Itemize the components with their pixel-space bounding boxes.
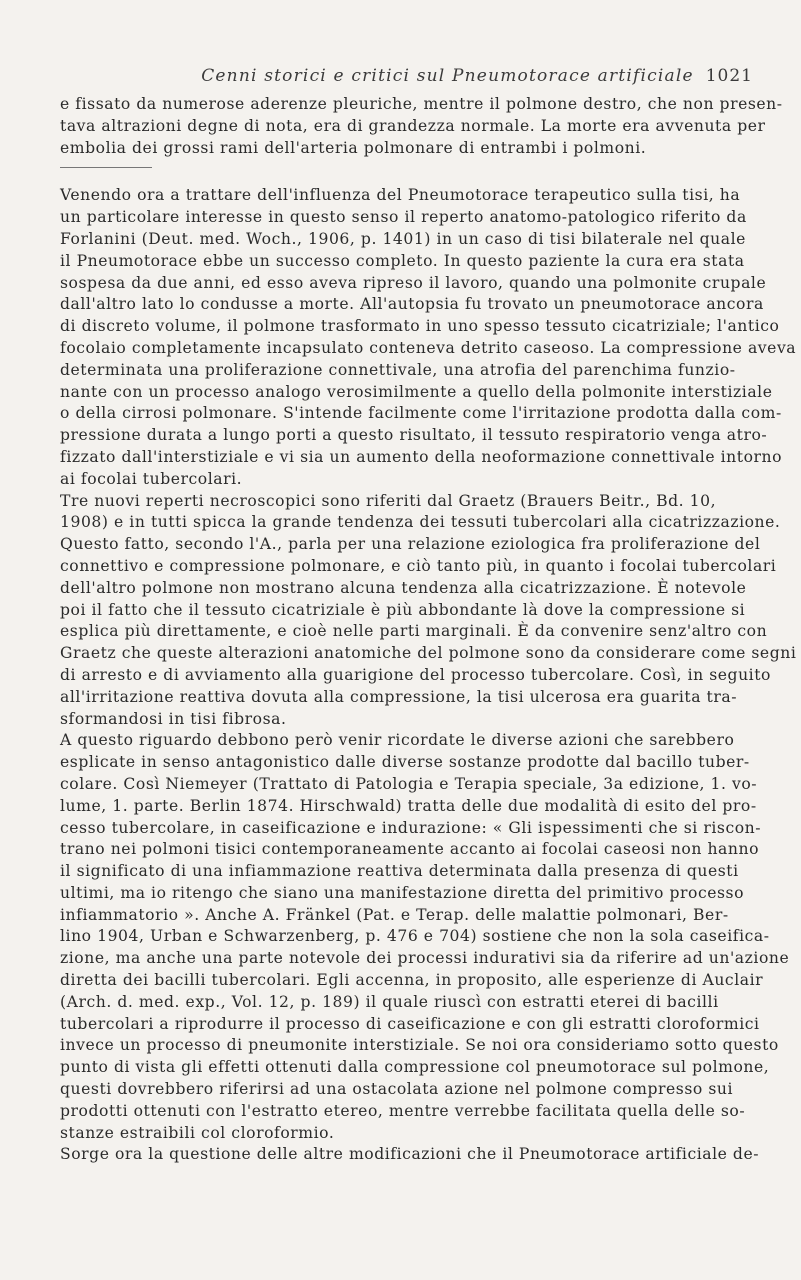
text-line: esplicate in senso antagonistico dalle diverse sostanze prodotte dal bacillo tuber- — [60, 753, 750, 772]
text-line: all'irritazione reattiva dovuta alla compressione, la tisi ulcerosa era guarita tra- — [60, 687, 738, 706]
page-number: 1021 — [705, 66, 753, 86]
text-line: lume, 1. parte. Berlin 1874. Hirschwald) tratta delle due modalità di esito del pro- — [60, 796, 757, 815]
text-line: Graetz che queste alterazioni anatomiche del polmone sono da considerare come segni — [60, 644, 797, 663]
section-divider — [60, 167, 152, 168]
text-line: pressione durata a lungo porti a questo risultato, il tessuto respiratorio venga atro- — [60, 426, 768, 445]
text-line: tava altrazioni degne di nota, era di grandezza normale. La morte era avvenuta per — [60, 116, 766, 135]
text-line: determinata una proliferazione connettivale, una atrofia del parenchima funzio- — [60, 360, 736, 379]
text-line: Questo fatto, secondo l'A., parla per una relazione eziologica fra proliferazione del — [60, 535, 761, 554]
text-line: lino 1904, Urban e Schwarzenberg, p. 476 e 704) sostiene che non la sola caseifica- — [60, 927, 770, 946]
text-line: di arresto e di avviamento alla guarigione del processo tubercolare. Così, in seguito — [60, 665, 771, 684]
text-line: il Pneumotorace ebbe un successo completo. In questo paziente la cura era stata — [60, 251, 745, 270]
text-line: embolia dei grossi rami dell'arteria polmonare di entrambi i polmoni. — [60, 138, 647, 157]
running-header — [60, 66, 753, 86]
text-line: dell'altro polmone non mostrano alcuna tendenza alla cicatrizzazione. È notevole — [60, 578, 747, 597]
text-line: un particolare interesse in questo senso il reperto anatomo-patologico riferito da — [60, 208, 747, 227]
running-title: Cenni storici e critici sul Pneumotorace artificiale — [201, 66, 694, 86]
text-line: colare. Così Niemeyer (Trattato di Patologia e Terapia speciale, 3a edizione, 1. vo- — [60, 774, 758, 793]
text-line: infiammatorio ». Anche A. Fränkel (Pat. e Terap. delle malattie polmonari, Ber- — [60, 905, 729, 924]
text-line: nante con un processo analogo verosimilmente a quello della polmonite interstiziale — [60, 382, 773, 401]
text-line: e fissato da numerose aderenze pleuriche, mentre il polmone destro, che non presen- — [60, 95, 783, 113]
text-line: Forlanini (Deut. med. Woch., 1906, p. 1401) in un caso di tisi bilaterale nel quale — [60, 229, 746, 248]
text-line: trano nei polmoni tisici contemporaneamente accanto ai focolai caseosi non hanno — [60, 840, 760, 859]
text-line: sospesa da due anni, ed esso aveva ripreso il lavoro, quando una polmonite crupale — [60, 273, 767, 292]
text-line: ai focolai tubercolari. — [60, 469, 243, 488]
text-line: prodotti ottenuti con l'estratto etereo, mentre verrebbe facilitata quella delle so- — [60, 1101, 746, 1120]
text-line: zione, ma anche una parte notevole dei processi indurativi sia da riferire ad un'azione — [60, 949, 790, 968]
text-line: fizzato dall'interstiziale e vi sia un aumento della neoformazione connettivale intorno — [60, 447, 783, 466]
text-line: poi il fatto che il tessuto cicatriziale è più abbondante là dove la compressione si — [60, 600, 746, 619]
text-line: cesso tubercolare, in caseificazione e indurazione: « Gli ispessimenti che si riscon- — [60, 818, 762, 837]
text-line: Sorge ora la questione delle altre modificazioni che il Pneumotorace artificiale de- — [60, 1145, 760, 1164]
text-line: sformandosi in tisi fibrosa. — [60, 709, 287, 728]
text-line: tubercolari a riprodurre il processo di caseificazione e con gli estratti cloroformici — [60, 1014, 760, 1033]
text-line: il significato di una infiammazione reattiva determinata dalla presenza di questi — [60, 862, 739, 881]
text-line: Venendo ora a trattare dell'influenza del Pneumotorace terapeutico sulla tisi, ha — [60, 186, 741, 205]
text-line: esplica più direttamente, e cioè nelle parti marginali. È da convenire senz'altro con — [60, 622, 768, 641]
text-line: stanze estraibili col cloroformio. — [60, 1123, 335, 1142]
text-line: dall'altro lato lo condusse a morte. All'autopsia fu trovato un pneumotorace ancora — [60, 295, 764, 314]
text-line: questi dovrebbero riferirsi ad una ostacolata azione nel polmone compresso sui — [60, 1080, 734, 1099]
body-text — [60, 94, 797, 1166]
text-line: focolaio completamente incapsulato conteneva detrito caseoso. La compressione aveva — [60, 338, 797, 357]
text-line: 1908) e in tutti spicca la grande tendenza dei tessuti tubercolari alla cicatrizzazione. — [60, 513, 781, 532]
text-line: ultimi, ma io ritengo che siano una manifestazione diretta del primitivo processo — [60, 883, 745, 902]
text-line: o della cirrosi polmonare. S'intende facilmente come l'irritazione prodotta dalla com- — [60, 404, 782, 423]
text-line: punto di vista gli effetti ottenuti dalla compressione col pneumotorace sul polmone, — [60, 1058, 770, 1077]
text-line: di discreto volume, il polmone trasformato in uno spesso tessuto cicatriziale; l'antico — [60, 317, 780, 336]
text-line: diretta dei bacilli tubercolari. Egli accenna, in proposito, alle esperienze di Auclair — [60, 971, 764, 990]
text-line: Tre nuovi reperti necroscopici sono riferiti dal Graetz (Brauers Beitr., Bd. 10, — [60, 491, 717, 510]
text-line: A questo riguardo debbono però venir ricordate le diverse azioni che sarebbero — [60, 731, 735, 750]
text-line: connettivo e compressione polmonare, e ciò tanto più, in quanto i focolai tubercolari — [60, 556, 777, 575]
text-line: invece un processo di pneumonite interstiziale. Se noi ora consideriamo sotto questo — [60, 1036, 779, 1055]
text-line: (Arch. d. med. exp., Vol. 12, p. 189) il quale riuscì con estratti eterei di bacilli — [60, 992, 719, 1011]
